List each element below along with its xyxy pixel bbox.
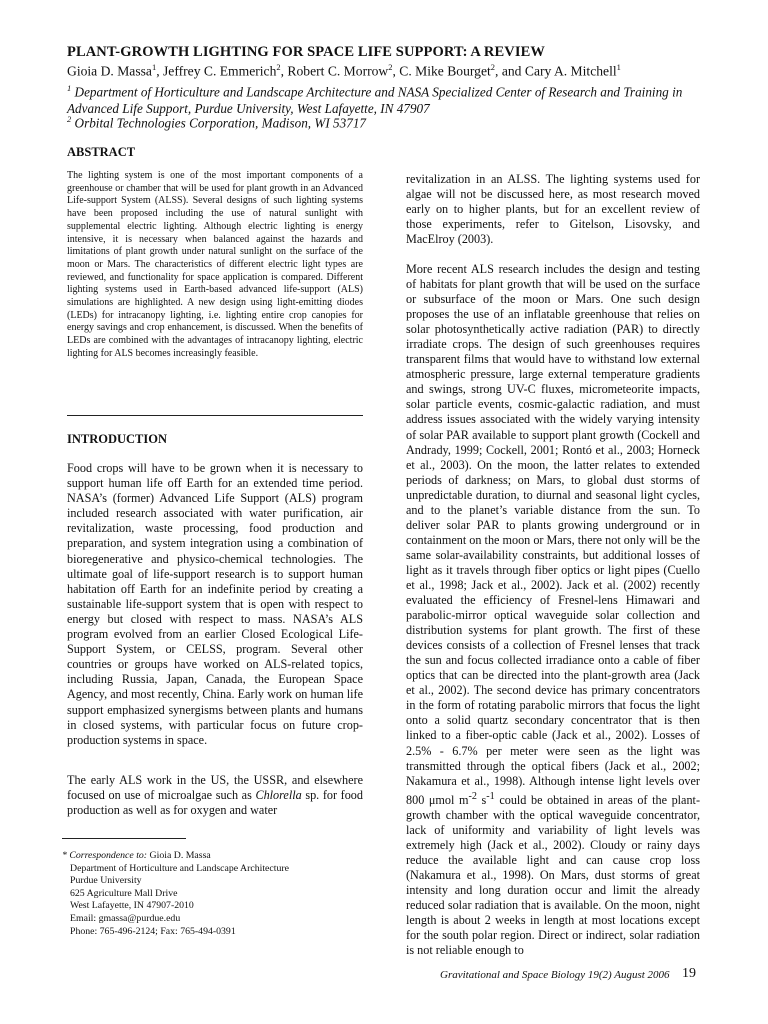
author-affiliation-mark: 2 bbox=[388, 62, 393, 72]
author-name: C. Mike Bourget bbox=[399, 63, 491, 79]
author-name: Cary A. Mitchell bbox=[524, 63, 617, 79]
section-divider bbox=[67, 415, 363, 416]
footnote-line: West Lafayette, IN 47907-2010 bbox=[70, 900, 194, 912]
species-name: Chlorella bbox=[255, 788, 302, 803]
abstract-heading: ABSTRACT bbox=[67, 145, 136, 159]
author-name: Gioia D. Massa bbox=[67, 63, 152, 79]
author-affiliation-mark: 1 bbox=[616, 62, 621, 72]
author-separator: , bbox=[280, 63, 288, 79]
affiliation-text: Department of Horticulture and Landscape Architecture and NASA Specialized Center of Research and Training in Advanced Life Support, Purdue University, West Lafayette, IN 47907 bbox=[67, 84, 683, 116]
text-run: sp. for food production as well as for oxygen and water bbox=[67, 788, 363, 818]
footnote-line: Purdue University bbox=[70, 875, 142, 887]
author-name: Jeffrey C. Emmerich bbox=[163, 63, 277, 79]
footnote-divider bbox=[62, 838, 186, 839]
author-separator: , bbox=[156, 63, 163, 79]
paper-title: PLANT-GROWTH LIGHTING FOR SPACE LIFE SUPPORT: A REVIEW bbox=[67, 44, 545, 60]
introduction-heading: INTRODUCTION bbox=[67, 432, 168, 446]
right-paragraph-2 bbox=[406, 262, 700, 958]
journal-footer: Gravitational and Space Biology 19(2) August 2006 bbox=[440, 969, 670, 981]
unit-exponent: -1 bbox=[486, 790, 495, 802]
author-name: Robert C. Morrow bbox=[287, 63, 389, 79]
affiliation-text: Orbital Technologies Corporation, Madison, WI 53717 bbox=[74, 115, 367, 131]
footnote-name: Gioia D. Massa bbox=[147, 850, 211, 861]
text-run: The early ALS work in the US, the USSR, and elsewhere focused on use of microalgae such as bbox=[67, 773, 363, 803]
author-separator: , and bbox=[495, 63, 525, 79]
footnote-line: Department of Horticulture and Landscape Architecture bbox=[70, 862, 289, 874]
author-affiliation-mark: 2 bbox=[490, 62, 496, 72]
footnote-label: * Correspondence to: bbox=[62, 850, 148, 861]
affiliation-mark: 1 bbox=[67, 83, 72, 93]
intro-paragraph-2 bbox=[67, 773, 363, 818]
author-separator: , bbox=[392, 63, 400, 79]
correspondence-footnote bbox=[62, 850, 372, 938]
text-run: More recent ALS research includes the design and testing of habitats for plant growth that will be used on the surface or subsurface of the moon or Mars. One such design proposes the use of an inflatable greenhouse that relies on solar photosynthetically active radiation (PAR) to directly irradiate crops. The design of such greenhouses requires transparent films that would have to withstand low external atmospheric pressure, large external temperature gradients and swings, strong UV-C fluxes, micrometeorite impacts, solar particle events, cosmic-galactic radiation, and must address issues associated with the widely varying intensity of solar PAR available to support plant growth (Cockell and Andrady, 1999; Cockell, 2001; Rontó et al., 2003; Horneck et al., 2003). On the moon, the latter relates to extended periods of darkness; on Mars, to global dust storms of unpredictable duration, to diurnal and seasonal light cycles, and to the planet’s variable distance from the sun. To deliver solar PAR to plants growing underground or in containment on the moon or Mars, there not only will be the same solar-availability constraints, but additional losses of light as it travels through fiber optics or light pipes (Cuello et al., 1998; Jack et al., 2002). Jack et al. (2002) recently evaluated the efficiency of Fresnel-lens Himawari and parabolic-mirror optical waveguide solar collection and distribution systems for plant growth. The first of these devices consists of a collection of Fresnel lenses that track the sun and focus collected irradiance onto a cable of fiber optics that can be directed into the plant-growth area (Jack et al., 2002). The second device has primary concentrators in the form of rotating parabolic mirrors that focus the light onto a solid quartz secondary concentrator that is then linked to a fiber-optic cable (Jack et al., 2002). Losses of 2.5% - 6.7% per meter were seen as the light was transmitted through the optical fibers (Jack et al., 2002; Nakamura et al., 1998). Although intense light levels over 800 μmol m bbox=[406, 262, 700, 807]
affiliation-2 bbox=[67, 111, 707, 132]
text-run: could be obtained in areas of the plant-growth chamber with the optical waveguide concentrator, lack of uniformity and variability of light levels was extremely high (Jack et al., 2002). Cloudy or rainy days reduce the available light and can cause crop loss (Nakamura et al., 1998). On Mars, dust storms of great intensity and long duration occur and limit the already reduced solar radiation that is available. On the moon, night length is about 2 weeks in length at most locations except for the south polar region. Direct or indirect, solar radiation is not reliable enough to bbox=[406, 792, 700, 958]
footnote-phone: Phone: 765-496-2124; Fax: 765-494-0391 bbox=[70, 925, 236, 937]
intro-paragraph-1: Food crops will have to be grown when it is necessary to support human life off Earth for an extended time period. NASA’s (former) Advanced Life Support (ALS) program included research associated with water purification, air revitalization, waste processing, food production and preparation, and system integration using a combination of bioregenerative and physico-chemical technologies. The ultimate goal of life-support research is to support human habitation off Earth for an indefinite period by creating a sustainable life-support system that is open with respect to energy but closed with respect to mass. NASA’s ALS program evolved from an earlier Closed Ecological Life-Support System, or CELSS, program. Several other countries or groups have worked on ALS-related topics, including Russia, Japan, Canada, the European Space Agency, and most recently, China. Early work on human life support emphasized synergisms between plants and humans in closed systems, with particular focus on future crop-production systems in space. bbox=[67, 461, 363, 747]
author-affiliation-mark: 2 bbox=[276, 62, 281, 72]
abstract-text: The lighting system is one of the most important components of a greenhouse or chamber that will be used for plant growth in an Advanced Life-support System (ALSS). Several designs of such lighting systems have been proposed including the use of natural sunlight with supplemental electric lighting. Although electric lighting is energy intensive, it is necessary when balanced against the hazards and limitations of plant growth under natural sunlight on the surface of the moon or Mars. The characteristics of different electric light types are reviewed, and functionality for space application is compared. Different lighting systems used in Earth-based advanced life-support (ALS) simulations are highlighted. A new design using light-emitting diodes (LEDs) for intracanopy lighting, i.e. lighting entire crop canopies for energy savings and crop enhancement, is discussed. When the benefits of LEDs are combined with the advantages of intracanopy lighting, electric lighting for ALS becomes increasingly feasible. bbox=[67, 170, 363, 359]
unit-exponent: -2 bbox=[468, 790, 477, 802]
page-number: 19 bbox=[682, 966, 696, 981]
footnote-email: Email: gmassa@purdue.edu bbox=[70, 912, 181, 924]
text-run: s bbox=[476, 792, 487, 807]
author-list bbox=[67, 62, 707, 80]
affiliation-mark: 2 bbox=[67, 114, 72, 124]
author-affiliation-mark: 1 bbox=[151, 62, 157, 72]
right-paragraph-1: revitalization in an ALSS. The lighting systems used for algae will not be discussed here, as most research moved early on to higher plants, but for an excellent review of those experiments, refer to Gitelson, Lisovsky, and MacElroy (2003). bbox=[406, 172, 700, 247]
footnote-line: 625 Agriculture Mall Drive bbox=[70, 887, 178, 899]
